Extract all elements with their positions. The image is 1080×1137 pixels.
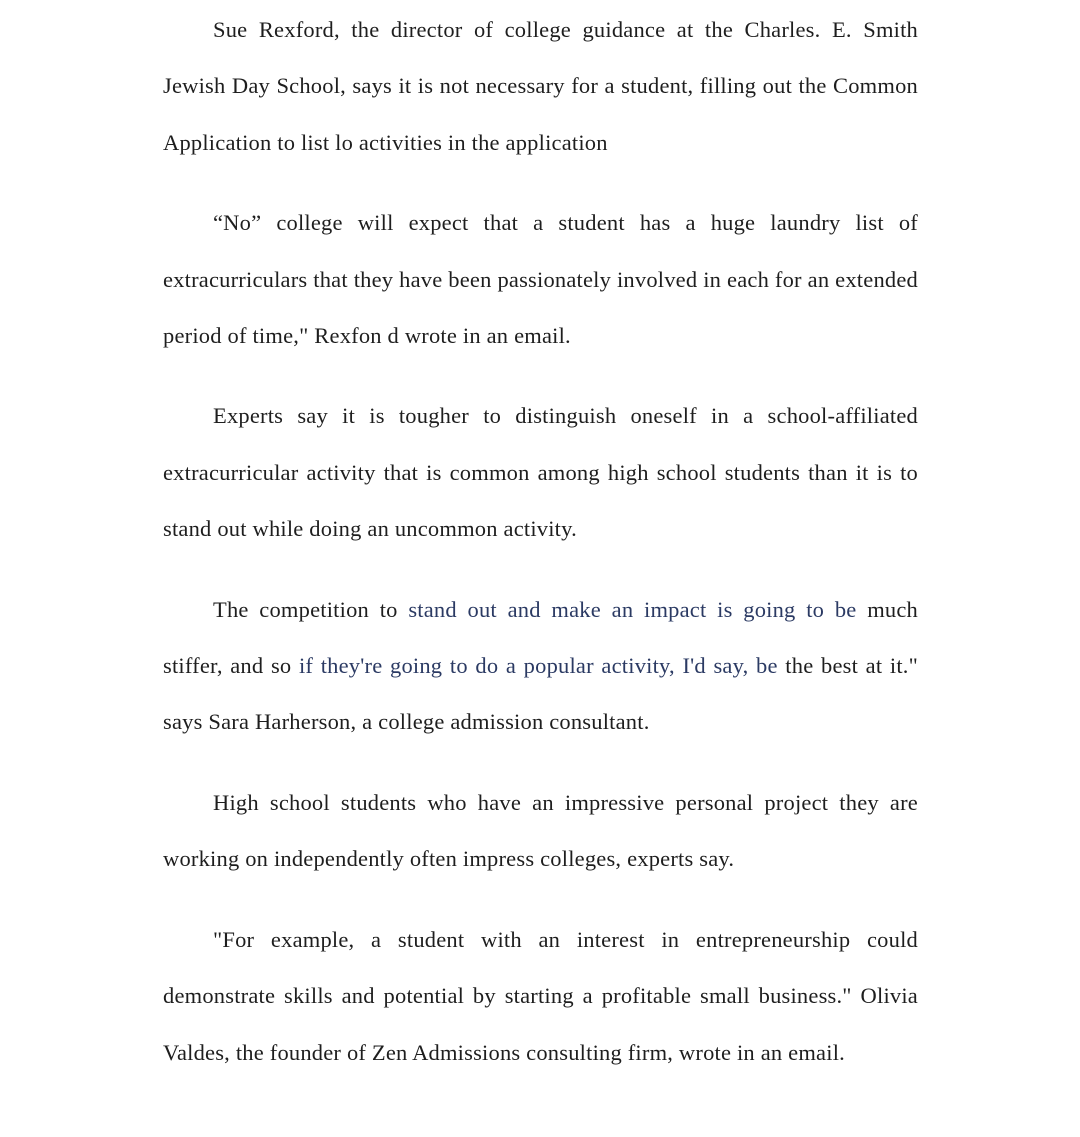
text-segment: High school students who have an impressive personal project they are working on independently often impress colleges, experts say. — [163, 789, 918, 872]
paragraph — [163, 388, 918, 557]
paragraph — [163, 912, 918, 1081]
paragraph — [163, 2, 918, 171]
text-segment: stand out and make an impact is going to be — [408, 596, 857, 622]
text-segment: the best at it." says Sara Harherson, a college admission consultant. — [163, 653, 919, 735]
paragraph — [163, 195, 918, 364]
paragraph — [163, 775, 918, 888]
text-segment: Sue Rexford, the director of college guidance at the Charles. E. Smith Jewish Day School, says it is not necessary for a student, filling out the Common Application to list lo activities in the application — [163, 17, 918, 155]
text-segment: if they're going to do a popular activity, I'd say, be — [298, 653, 778, 679]
text-segment: "For example, a student with an interest in entrepreneurship could demonstrate skills and potential by starting a profitable small business." Olivia Valdes, the founder of Zen Admissions consulting firm, wrote in an email. — [163, 926, 918, 1065]
text-segment: “No” college will expect that a student has a huge laundry list of extracurriculars that they have been passionately involved in each for an extended period of time," Rexfon d wrote in an email. — [163, 210, 918, 349]
text-segment: The competition to — [213, 596, 409, 622]
text-segment: much stiffer, and so — [163, 596, 918, 679]
text-segment: Experts say it is tougher to distinguish oneself in a school-affiliated extracurricular activity that is common among high school students than it is to stand out while doing an uncommon activity. — [163, 403, 918, 542]
paragraph — [163, 582, 918, 751]
document-body — [163, 2, 918, 1081]
